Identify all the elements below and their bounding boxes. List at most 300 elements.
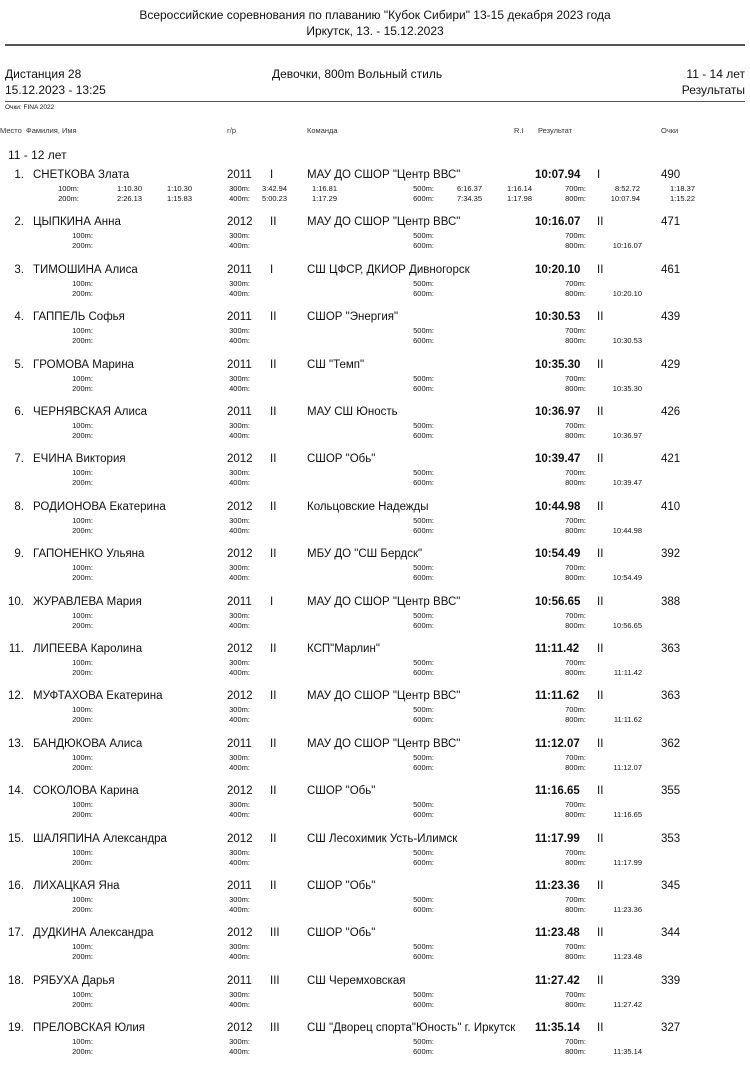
split-label-100: 100m: — [58, 184, 79, 193]
split-label-100: 100m: — [72, 989, 93, 999]
birth-year: 2012 — [227, 548, 253, 561]
split-label-700: 700m: — [565, 468, 586, 478]
team-name: СШОР "Обь" — [307, 880, 376, 892]
points-value: 429 — [661, 358, 681, 371]
team-name: СШ Лесохимик Усть-Илимск — [307, 832, 458, 845]
place: 16. — [8, 880, 24, 892]
split-value-l400: 1:17.29 — [311, 194, 337, 203]
birth-year: 2011 — [227, 737, 252, 750]
athlete-rank: III — [270, 974, 280, 987]
split-value-s300: 3:42.94 — [261, 184, 287, 193]
birth-year: 2012 — [227, 832, 253, 845]
split-label-200: 200m: — [72, 999, 93, 1009]
age-group-heading: 11 - 12 лет — [8, 148, 67, 162]
split-label-500: 500m: — [413, 468, 434, 478]
place: 9. — [14, 548, 24, 561]
split-value-s800: 10:35.30 — [612, 383, 642, 393]
athlete-name: ДУДКИНА Александра — [33, 927, 154, 940]
split-label-400: 400m: — [229, 810, 250, 820]
birth-year: 2011 — [227, 880, 252, 892]
split-value-l200: 1:15.83 — [166, 194, 192, 203]
points-value: 344 — [661, 927, 681, 940]
birth-year: 2011 — [227, 358, 252, 371]
team-name: СШ "Дворец спорта"Юность" г. Иркутск — [307, 1022, 516, 1035]
split-label-400: 400m: — [229, 715, 250, 725]
result-rank: II — [597, 548, 604, 561]
split-label-300: 300m: — [229, 800, 250, 810]
points-value: 410 — [661, 500, 681, 513]
athlete-rank: II — [270, 785, 277, 798]
split-value-l500: 1:16.14 — [506, 184, 532, 193]
team-name: Кольцовские Надежды — [307, 500, 429, 513]
split-label-800: 800m: — [565, 573, 586, 583]
split-label-700: 700m: — [565, 752, 586, 762]
points-value: 392 — [661, 548, 681, 561]
points-value: 355 — [661, 785, 681, 798]
split-label-200: 200m: — [72, 620, 93, 630]
split-label-400: 400m: — [229, 762, 250, 772]
athlete-name: ЦЫПКИНА Анна — [33, 216, 121, 229]
result-time: 11:23.36 — [535, 880, 580, 892]
split-value-s800: 11:12.07 — [613, 762, 642, 772]
athlete-name: СОКОЛОВА Карина — [33, 785, 139, 798]
split-label-800: 800m: — [565, 857, 586, 867]
split-label-600: 600m: — [413, 905, 434, 914]
split-label-400: 400m: — [229, 668, 250, 677]
place: 12. — [8, 690, 24, 703]
result-row — [0, 785, 750, 833]
result-rank: II — [597, 311, 604, 324]
col-ri: R.I — [514, 126, 524, 135]
result-row — [0, 596, 750, 644]
result-rank: II — [597, 358, 604, 371]
athlete-name: ГАПОНЕНКО Ульяна — [33, 548, 145, 561]
split-label-800: 800m: — [565, 288, 586, 298]
split-label-500: 500m: — [413, 1037, 434, 1047]
split-label-300: 300m: — [229, 942, 250, 952]
result-time: 11:23.48 — [535, 927, 580, 940]
split-label-800: 800m: — [565, 383, 586, 393]
split-value-s800: 10:20.10 — [612, 288, 642, 298]
split-label-600: 600m: — [413, 431, 434, 440]
split-label-500: 500m: — [413, 184, 434, 193]
athlete-rank: I — [270, 263, 274, 276]
result-time: 10:54.49 — [535, 548, 581, 561]
competition-title: Всероссийские соревнования по плаванию "Кубок Сибири" 13-15 декабря 2023 года — [139, 8, 611, 22]
split-value-s800: 10:54.49 — [612, 573, 642, 583]
result-time: 10:39.47 — [535, 453, 581, 466]
split-label-200: 200m: — [72, 288, 93, 298]
split-value-l600: 1:17.98 — [506, 194, 532, 203]
split-label-500: 500m: — [413, 847, 434, 857]
split-label-200: 200m: — [72, 810, 93, 820]
place: 15. — [8, 832, 24, 845]
split-label-200: 200m: — [72, 762, 93, 772]
place: 18. — [8, 974, 24, 987]
split-label-100: 100m: — [72, 278, 93, 288]
split-label-800: 800m: — [565, 762, 586, 772]
athlete-rank: I — [270, 169, 274, 181]
place: 13. — [8, 737, 24, 750]
birth-year: 2011 — [227, 595, 252, 608]
team-name: СШ ЦФСР, ДКИОР Дивногорск — [307, 263, 470, 276]
split-label-700: 700m: — [565, 800, 586, 810]
result-time: 10:07.94 — [535, 169, 581, 181]
split-label-800: 800m: — [565, 194, 586, 203]
split-label-600: 600m: — [413, 952, 434, 962]
split-label-500: 500m: — [413, 610, 434, 620]
split-label-100: 100m: — [72, 610, 93, 620]
birth-year: 2012 — [227, 927, 253, 940]
col-place: Место — [0, 126, 22, 135]
split-label-500: 500m: — [413, 563, 434, 573]
result-rank: II — [597, 690, 604, 703]
result-row — [0, 643, 750, 691]
split-label-200: 200m: — [72, 383, 93, 393]
result-row — [0, 548, 750, 596]
result-row — [0, 359, 750, 407]
split-label-600: 600m: — [413, 762, 434, 772]
split-value-s800: 10:56.65 — [612, 620, 642, 630]
split-label-800: 800m: — [565, 336, 586, 346]
team-name: МАУ ДО СШОР "Центр ВВС" — [307, 737, 461, 750]
split-label-500: 500m: — [413, 421, 434, 430]
team-name: КСП"Марлин" — [307, 643, 380, 655]
split-label-400: 400m: — [229, 857, 250, 867]
result-rank: II — [597, 832, 604, 845]
split-value-s800: 10:16.07 — [612, 241, 642, 251]
result-rank: I — [597, 169, 601, 181]
team-name: СШОР "Энергия" — [307, 311, 399, 324]
split-label-300: 300m: — [229, 1037, 250, 1047]
result-row — [0, 406, 750, 454]
split-value-s400: 5:00.23 — [261, 194, 287, 203]
col-points: Очки — [661, 126, 679, 135]
split-label-300: 300m: — [229, 658, 250, 667]
points-value: 490 — [661, 169, 681, 181]
split-label-800: 800m: — [565, 241, 586, 251]
split-label-300: 300m: — [229, 752, 250, 762]
split-label-600: 600m: — [413, 288, 434, 298]
result-row — [0, 738, 750, 786]
result-time: 10:44.98 — [535, 500, 581, 513]
result-row — [0, 833, 750, 881]
split-label-500: 500m: — [413, 752, 434, 762]
split-label-500: 500m: — [413, 895, 434, 904]
split-value-s500: 6:16.37 — [456, 184, 482, 193]
split-label-100: 100m: — [72, 895, 93, 904]
split-label-500: 500m: — [413, 278, 434, 288]
points-value: 461 — [661, 263, 681, 276]
place: 19. — [8, 1022, 24, 1035]
split-label-500: 500m: — [413, 800, 434, 810]
athlete-rank: II — [270, 216, 277, 229]
points-value: 363 — [661, 690, 681, 703]
athlete-rank: II — [270, 406, 277, 418]
result-rank: II — [597, 643, 604, 655]
split-value-s800: 10:30.53 — [612, 336, 642, 346]
result-time: 11:27.42 — [535, 974, 580, 987]
athlete-name: СНЕТКОВА Злата — [33, 169, 130, 181]
split-label-800: 800m: — [565, 478, 586, 488]
split-label-600: 600m: — [413, 525, 434, 535]
split-label-400: 400m: — [229, 336, 250, 346]
split-label-100: 100m: — [72, 752, 93, 762]
split-label-200: 200m: — [72, 668, 93, 677]
split-label-500: 500m: — [413, 515, 434, 525]
result-row — [0, 216, 750, 264]
split-value-s100: 1:10.30 — [116, 184, 142, 193]
split-label-600: 600m: — [413, 668, 434, 677]
split-label-800: 800m: — [565, 620, 586, 630]
points-value: 345 — [661, 880, 681, 892]
split-label-300: 300m: — [229, 326, 250, 336]
col-year: г/р — [227, 126, 236, 135]
split-label-800: 800m: — [565, 431, 586, 440]
split-label-700: 700m: — [565, 278, 586, 288]
birth-year: 2012 — [227, 216, 253, 229]
place: 3. — [14, 263, 24, 276]
split-label-300: 300m: — [229, 468, 250, 478]
split-label-100: 100m: — [72, 515, 93, 525]
split-label-400: 400m: — [229, 194, 250, 203]
points-value: 388 — [661, 595, 681, 608]
place: 1. — [14, 169, 24, 181]
split-label-800: 800m: — [565, 810, 586, 820]
athlete-rank: II — [270, 358, 277, 371]
result-row — [0, 264, 750, 312]
split-label-200: 200m: — [72, 715, 93, 725]
team-name: СШ "Темп" — [307, 358, 365, 371]
result-rank: II — [597, 453, 604, 466]
split-label-800: 800m: — [565, 1047, 586, 1057]
result-row — [0, 927, 750, 975]
result-row — [0, 501, 750, 549]
split-value-s800: 11:17.99 — [613, 857, 642, 867]
split-label-200: 200m: — [72, 573, 93, 583]
team-name: СШОР "Обь" — [307, 785, 376, 798]
event-title: Девочки, 800m Вольный стиль — [272, 67, 443, 81]
result-time: 11:16.65 — [535, 785, 580, 798]
result-rank: II — [597, 737, 604, 750]
result-row — [0, 975, 750, 1023]
birth-year: 2011 — [227, 311, 252, 324]
place: 4. — [14, 311, 24, 324]
split-label-600: 600m: — [413, 810, 434, 820]
split-value-s200: 2:26.13 — [116, 194, 142, 203]
place: 14. — [8, 785, 24, 798]
event-distance: Дистанция 28 — [5, 67, 82, 81]
result-time: 11:35.14 — [535, 1022, 580, 1035]
athlete-rank: II — [270, 453, 277, 466]
birth-year: 2011 — [227, 406, 252, 418]
result-row — [0, 880, 750, 928]
place: 11. — [8, 643, 24, 655]
result-rank: II — [597, 974, 604, 987]
split-label-700: 700m: — [565, 989, 586, 999]
athlete-name: ЕЧИНА Виктория — [33, 453, 126, 466]
result-time: 10:36.97 — [535, 406, 581, 418]
split-label-600: 600m: — [413, 857, 434, 867]
split-value-l300: 1:16.81 — [311, 184, 337, 193]
athlete-rank: II — [270, 500, 277, 513]
place: 8. — [14, 500, 24, 513]
split-label-200: 200m: — [72, 952, 93, 962]
split-label-400: 400m: — [229, 431, 250, 440]
col-name: Фамилия, Имя — [26, 126, 77, 135]
split-label-400: 400m: — [229, 1047, 250, 1057]
split-label-100: 100m: — [72, 231, 93, 241]
split-label-200: 200m: — [72, 525, 93, 535]
split-label-400: 400m: — [229, 241, 250, 251]
split-label-400: 400m: — [229, 573, 250, 583]
points-value: 353 — [661, 832, 681, 845]
birth-year: 2012 — [227, 1022, 253, 1035]
split-label-100: 100m: — [72, 847, 93, 857]
split-label-500: 500m: — [413, 658, 434, 667]
athlete-name: ЧЕРНЯВСКАЯ Алиса — [33, 406, 148, 418]
event-datetime: 15.12.2023 - 13:25 — [5, 83, 106, 97]
split-label-400: 400m: — [229, 478, 250, 488]
birth-year: 2012 — [227, 643, 253, 655]
team-name: СШ Черемховская — [307, 974, 406, 987]
split-label-300: 300m: — [229, 847, 250, 857]
split-label-100: 100m: — [72, 421, 93, 430]
event-age: 11 - 14 лет — [686, 67, 745, 81]
birth-year: 2011 — [227, 974, 252, 987]
split-value-l100: 1:10.30 — [166, 184, 192, 193]
points-value: 363 — [661, 643, 681, 655]
athlete-name: РОДИОНОВА Екатерина — [33, 500, 166, 513]
split-label-300: 300m: — [229, 563, 250, 573]
athlete-rank: I — [270, 595, 274, 608]
athlete-name: БАНДЮКОВА Алиса — [33, 737, 143, 750]
split-value-s800: 11:16.65 — [613, 810, 642, 820]
birth-year: 2012 — [227, 785, 253, 798]
athlete-rank: II — [270, 880, 277, 892]
split-label-700: 700m: — [565, 563, 586, 573]
result-rank: II — [597, 880, 604, 892]
result-rank: II — [597, 785, 604, 798]
athlete-name: ГРОМОВА Марина — [33, 358, 134, 371]
birth-year: 2012 — [227, 690, 253, 703]
result-row — [0, 311, 750, 359]
split-label-600: 600m: — [413, 1047, 434, 1057]
split-label-700: 700m: — [565, 610, 586, 620]
split-label-100: 100m: — [72, 326, 93, 336]
split-label-600: 600m: — [413, 620, 434, 630]
split-label-200: 200m: — [72, 336, 93, 346]
split-label-300: 300m: — [229, 421, 250, 430]
athlete-rank: III — [270, 1022, 280, 1035]
place: 5. — [14, 358, 24, 371]
split-label-400: 400m: — [229, 288, 250, 298]
points-value: 327 — [661, 1022, 681, 1035]
team-name: СШОР "Обь" — [307, 453, 376, 466]
split-value-s800: 11:27.42 — [613, 999, 642, 1009]
split-label-200: 200m: — [72, 241, 93, 251]
split-label-600: 600m: — [413, 336, 434, 346]
place: 2. — [14, 216, 24, 229]
split-label-700: 700m: — [565, 658, 586, 667]
split-label-400: 400m: — [229, 525, 250, 535]
split-label-200: 200m: — [72, 1047, 93, 1057]
split-label-300: 300m: — [229, 989, 250, 999]
result-time: 10:56.65 — [535, 595, 581, 608]
split-label-100: 100m: — [72, 563, 93, 573]
split-label-600: 600m: — [413, 715, 434, 725]
split-value-s800: 10:36.97 — [612, 431, 642, 440]
event-status: Результаты — [681, 83, 745, 97]
split-value-s800: 11:11.42 — [613, 668, 642, 677]
place: 6. — [14, 406, 24, 418]
athlete-rank: II — [270, 643, 277, 655]
split-label-300: 300m: — [229, 373, 250, 383]
split-label-700: 700m: — [565, 326, 586, 336]
result-row — [0, 690, 750, 738]
split-value-s600: 7:34.35 — [456, 194, 482, 203]
athlete-name: ЛИПЕЕВА Каролина — [33, 643, 143, 655]
split-label-700: 700m: — [565, 184, 586, 193]
split-label-100: 100m: — [72, 1037, 93, 1047]
place: 10. — [8, 595, 24, 608]
split-label-500: 500m: — [413, 989, 434, 999]
result-row — [0, 453, 750, 501]
team-name: МАУ ДО СШОР "Центр ВВС" — [307, 595, 461, 608]
split-label-200: 200m: — [58, 194, 79, 203]
split-label-600: 600m: — [413, 573, 434, 583]
split-label-300: 300m: — [229, 231, 250, 241]
result-time: 11:17.99 — [535, 832, 580, 845]
team-name: МАУ СШ Юность — [307, 406, 398, 418]
points-system: Очки: FINA 2022 — [5, 104, 55, 111]
split-label-500: 500m: — [413, 705, 434, 715]
split-value-l700: 1:18.37 — [669, 184, 695, 193]
split-label-400: 400m: — [229, 620, 250, 630]
split-label-700: 700m: — [565, 705, 586, 715]
athlete-name: ГАППЕЛЬ Софья — [33, 311, 125, 324]
athlete-name: ПРЕЛОВСКАЯ Юлия — [33, 1022, 146, 1035]
split-label-600: 600m: — [413, 383, 434, 393]
split-label-800: 800m: — [565, 952, 586, 962]
split-value-l800: 1:15.22 — [669, 194, 695, 203]
split-label-500: 500m: — [413, 326, 434, 336]
points-value: 439 — [661, 311, 681, 324]
split-label-800: 800m: — [565, 668, 586, 677]
team-name: СШОР "Обь" — [307, 927, 376, 940]
result-row — [0, 169, 750, 217]
team-name: МАУ ДО СШОР "Центр ВВС" — [307, 169, 461, 181]
split-label-400: 400m: — [229, 952, 250, 962]
split-label-700: 700m: — [565, 895, 586, 904]
athlete-name: РЯБУХА Дарья — [33, 974, 115, 987]
result-time: 11:11.42 — [535, 643, 580, 655]
split-label-300: 300m: — [229, 515, 250, 525]
split-label-700: 700m: — [565, 231, 586, 241]
split-label-100: 100m: — [72, 468, 93, 478]
split-label-700: 700m: — [565, 1037, 586, 1047]
team-name: МАУ ДО СШОР "Центр ВВС" — [307, 216, 461, 229]
result-rank: II — [597, 1022, 604, 1035]
split-label-300: 300m: — [229, 895, 250, 904]
athlete-rank: II — [270, 311, 277, 324]
split-label-100: 100m: — [72, 658, 93, 667]
place: 17. — [8, 927, 24, 940]
result-time: 10:35.30 — [535, 358, 581, 371]
athlete-rank: II — [270, 548, 277, 561]
col-result: Результат — [538, 126, 573, 135]
split-label-800: 800m: — [565, 715, 586, 725]
